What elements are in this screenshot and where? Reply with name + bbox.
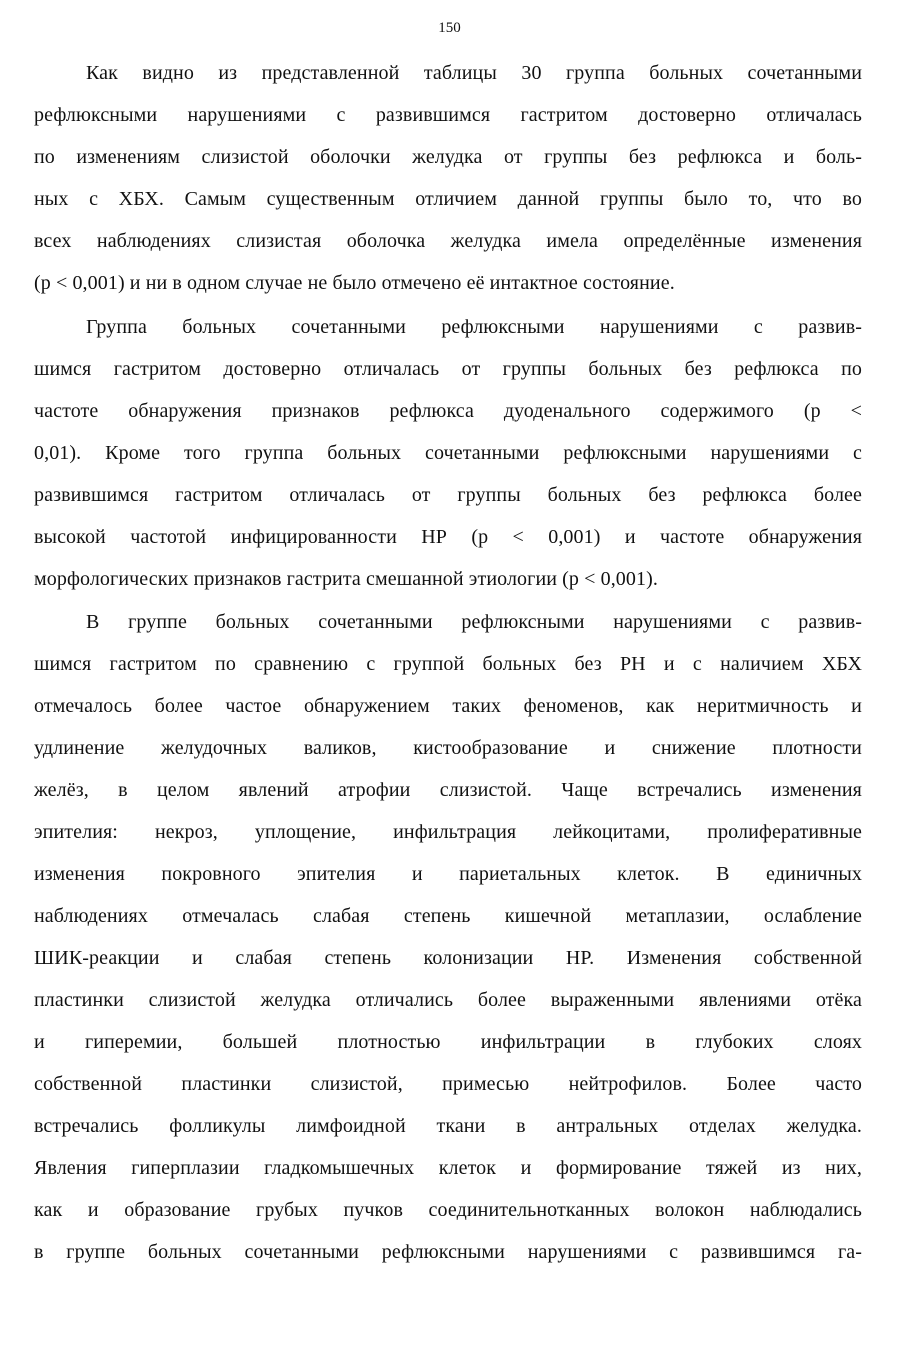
text-line: морфологических признаков гастрита смешанной этиологии (р < 0,001). (34, 568, 658, 590)
text-line: в группе больных сочетанными рефлюксными нарушениями с развившимся га- (34, 1241, 862, 1263)
text-line: рефлюксными нарушениями с развившимся гастритом достоверно отличалась (34, 104, 862, 126)
text-line: Явления гиперплазии гладкомышечных клеток и формирование тяжей из них, (34, 1157, 862, 1179)
text-line: эпителия: некроз, уплощение, инфильтрация лейкоцитами, пролиферативные (34, 821, 862, 843)
text-line: всех наблюдениях слизистая оболочка желудка имела определённые изменения (34, 230, 862, 252)
text-line: удлинение желудочных валиков, кистообразование и снижение плотности (34, 737, 862, 759)
text-line: частоте обнаружения признаков рефлюкса дуоденального содержимого (р < (34, 400, 862, 422)
text-line: отмечалось более частое обнаружением таких феноменов, как неритмичность и (34, 695, 862, 717)
text-line: В группе больных сочетанными рефлюксными нарушениями с развив- (86, 611, 862, 633)
text-line: и гиперемии, большей плотностью инфильтрации в глубоких слоях (34, 1031, 862, 1053)
text-line: встречались фолликулы лимфоидной ткани в антральных отделах желудка. (34, 1115, 862, 1137)
text-line: 0,01). Кроме того группа больных сочетанными рефлюксными нарушениями с (34, 442, 862, 464)
text-line: как и образование грубых пучков соединительнотканных волокон наблюдались (34, 1199, 862, 1221)
text-line: изменения покровного эпителия и париетальных клеток. В единичных (34, 863, 862, 885)
paragraph (34, 52, 862, 304)
text-line: пластинки слизистой желудка отличались более выраженными явлениями отёка (34, 989, 862, 1011)
text-line: Группа больных сочетанными рефлюксными нарушениями с развив- (86, 316, 862, 338)
text-line: Как видно из представленной таблицы 30 группа больных сочетанными (86, 62, 862, 84)
text-line: шимся гастритом достоверно отличалась от группы больных без рефлюкса по (34, 358, 862, 380)
text-line: желёз, в целом явлений атрофии слизистой. Чаще встречались изменения (34, 779, 862, 801)
text-line: ШИК-реакции и слабая степень колонизации НР. Изменения собственной (34, 947, 862, 969)
text-line: (р < 0,001) и ни в одном случае не было отмечено её интактное состояние. (34, 272, 675, 294)
text-line: ных с ХБХ. Самым существенным отличием данной группы было то, что во (34, 188, 862, 210)
paragraph (34, 306, 862, 600)
text-line: собственной пластинки слизистой, примесью нейтрофилов. Более часто (34, 1073, 862, 1095)
text-line: высокой частотой инфицированности НР (р < 0,001) и частоте обнаружения (34, 526, 862, 548)
text-line: по изменениям слизистой оболочки желудка от группы без рефлюкса и боль- (34, 146, 862, 168)
text-line: наблюдениях отмечалась слабая степень кишечной метаплазии, ослабление (34, 905, 862, 927)
text-line: шимся гастритом по сравнению с группой больных без РН и с наличием ХБХ (34, 653, 862, 675)
text-line: развившимся гастритом отличалась от группы больных без рефлюкса более (34, 484, 862, 506)
page-number: 150 (438, 20, 461, 36)
paragraph (34, 601, 862, 1273)
